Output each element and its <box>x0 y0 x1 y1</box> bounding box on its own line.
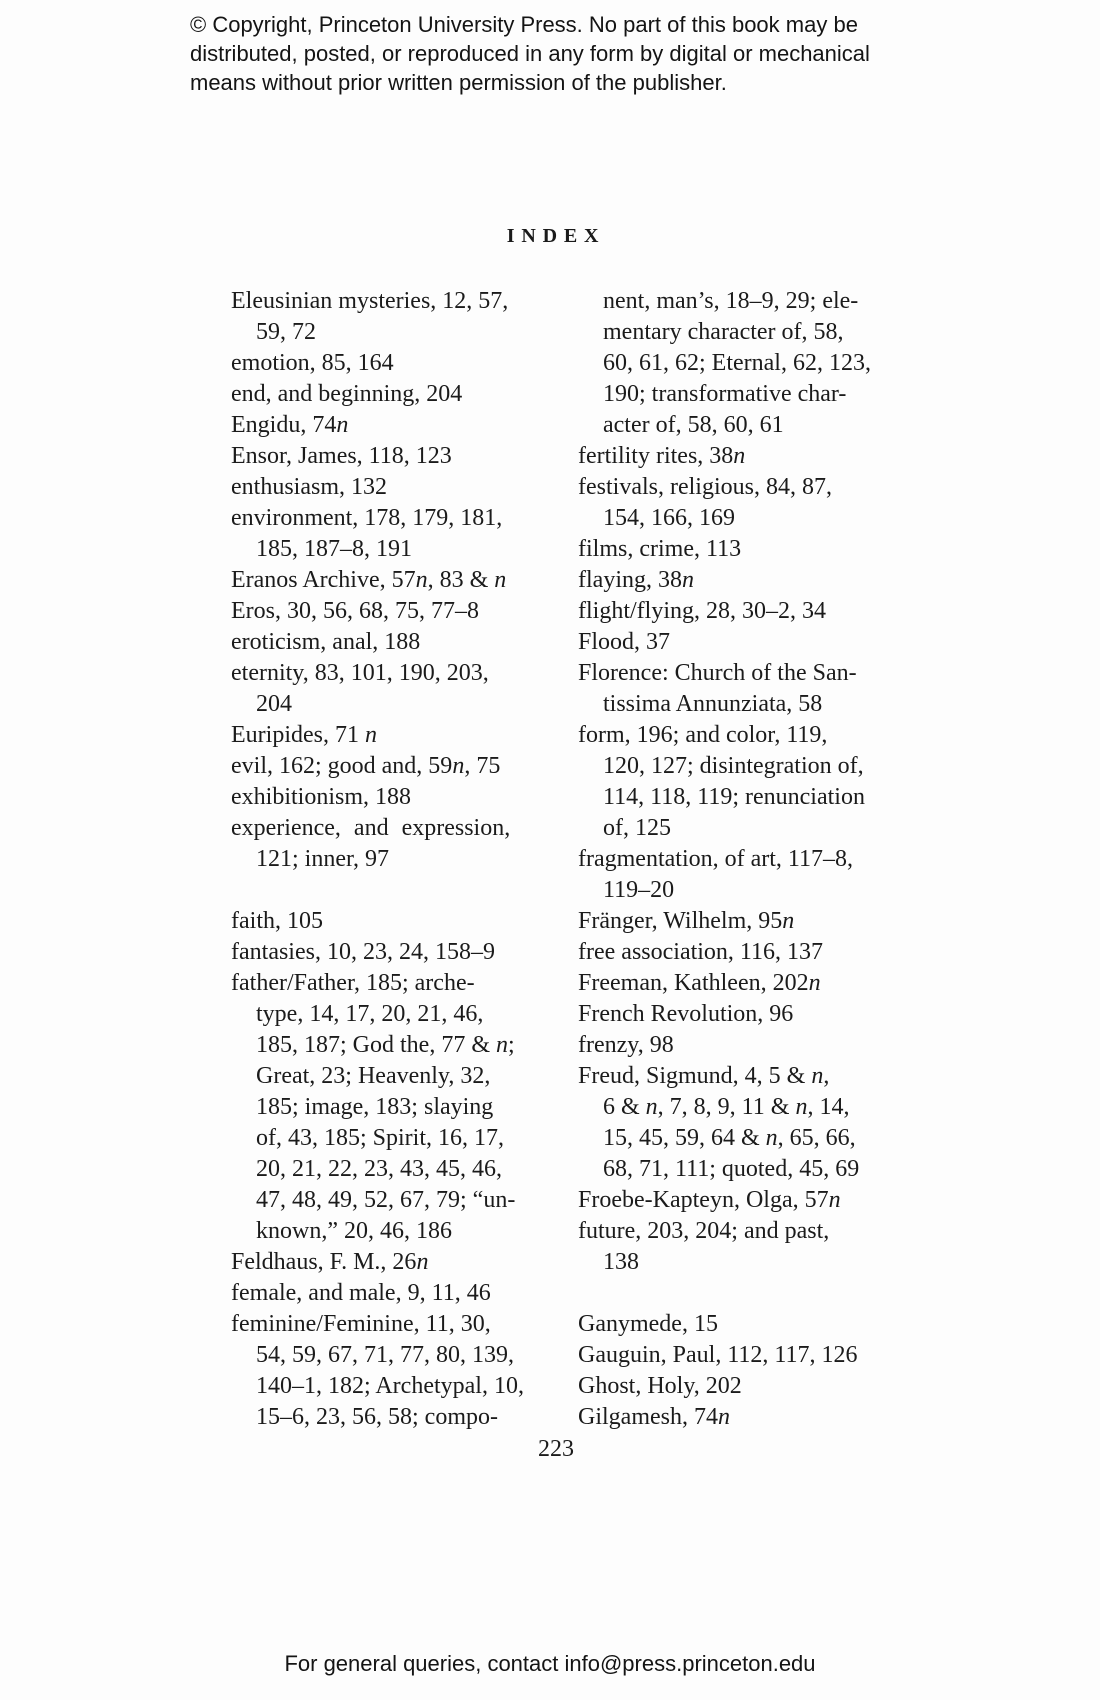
index-line: Fränger, Wilhelm, 95n <box>578 908 795 934</box>
index-line: eternity, 83, 101, 190, 203, <box>231 660 489 686</box>
index-line: Flood, 37 <box>578 629 671 655</box>
copyright-line: distributed, posted, or reproduced in any form by digital or mechanical <box>190 41 870 66</box>
index-line: end, and beginning, 204 <box>231 381 463 407</box>
index-line: Freud, Sigmund, 4, 5 & n, <box>578 1063 830 1089</box>
copyright-notice <box>190 10 870 97</box>
index-line: 204 <box>256 691 292 717</box>
index-line: Ghost, Holy, 202 <box>578 1373 742 1399</box>
index-column-right <box>578 286 880 1433</box>
index-column-left <box>231 286 533 1433</box>
index-line: Ganymede, 15 <box>578 1311 718 1337</box>
index-line: Eranos Archive, 57n, 83 & n <box>231 567 507 593</box>
index-line: Eleusinian mysteries, 12, 57, <box>231 288 509 314</box>
copyright-line: means without prior written permission of the publisher. <box>190 70 727 95</box>
index-line: Freeman, Kathleen, 202n <box>578 970 821 996</box>
index-line: father/Father, 185; arche- <box>231 970 475 996</box>
index-line: feminine/Feminine, 11, 30, <box>231 1311 491 1337</box>
index-line: 185; image, 183; slaying <box>256 1094 494 1120</box>
index-line: 15–6, 23, 56, 58; compo- <box>256 1404 498 1430</box>
index-line: form, 196; and color, 119, <box>578 722 828 748</box>
index-line: emotion, 85, 164 <box>231 350 394 376</box>
index-line: 185, 187–8, 191 <box>256 536 412 562</box>
index-line: future, 203, 204; and past, <box>578 1218 830 1244</box>
index-line: fantasies, 10, 23, 24, 158–9 <box>231 939 495 965</box>
index-line: 20, 21, 22, 23, 43, 45, 46, <box>256 1156 502 1182</box>
index-line: 185, 187; God the, 77 & n; <box>256 1032 515 1058</box>
index-line: 60, 61, 62; Eternal, 62, 123, <box>603 350 871 376</box>
index-line: films, crime, 113 <box>578 536 742 562</box>
index-line: Great, 23; Heavenly, 32, <box>256 1063 491 1089</box>
index-line: experience, and expression, <box>231 815 511 841</box>
index-line: free association, 116, 137 <box>578 939 824 965</box>
index-line: 68, 71, 111; quoted, 45, 69 <box>603 1156 860 1182</box>
index-line: known,” 20, 46, 186 <box>256 1218 452 1244</box>
index-line: nent, man’s, 18–9, 29; ele- <box>603 288 859 314</box>
index-line: 114, 118, 119; renunciation <box>603 784 865 810</box>
page-number: 223 <box>538 1436 574 1462</box>
index-blank-line <box>231 875 533 906</box>
index-line: 120, 127; disintegration of, <box>603 753 864 779</box>
index-line: environment, 178, 179, 181, <box>231 505 503 531</box>
index-line: Gilgamesh, 74n <box>578 1404 730 1430</box>
index-blank-line <box>578 1278 880 1309</box>
index-line: festivals, religious, 84, 87, <box>578 474 832 500</box>
index-line: fragmentation, of art, 117–8, <box>578 846 854 872</box>
index-line: 140–1, 182; Archetypal, 10, <box>256 1373 524 1399</box>
index-line: acter of, 58, 60, 61 <box>603 412 784 438</box>
index-line: Gauguin, Paul, 112, 117, 126 <box>578 1342 858 1368</box>
index-line: exhibitionism, 188 <box>231 784 411 810</box>
index-line: type, 14, 17, 20, 21, 46, <box>256 1001 484 1027</box>
index-line: eroticism, anal, 188 <box>231 629 421 655</box>
index-line: flaying, 38n <box>578 567 694 593</box>
index-line: fertility rites, 38n <box>578 443 746 469</box>
index-line: 15, 45, 59, 64 & n, 65, 66, <box>603 1125 856 1151</box>
index-line: 119–20 <box>603 877 675 903</box>
index-line: enthusiasm, 132 <box>231 474 387 500</box>
index-line: evil, 162; good and, 59n, 75 <box>231 753 501 779</box>
index-line: Engidu, 74n <box>231 412 349 438</box>
index-line: tissima Annunziata, 58 <box>603 691 823 717</box>
index-line: faith, 105 <box>231 908 323 934</box>
index-columns <box>0 286 1100 1446</box>
page-title: INDEX <box>506 225 606 247</box>
index-line: mentary character of, 58, <box>603 319 844 345</box>
index-line: 59, 72 <box>256 319 316 345</box>
index-line: flight/flying, 28, 30–2, 34 <box>578 598 826 624</box>
index-line: of, 125 <box>603 815 671 841</box>
index-line: Florence: Church of the San- <box>578 660 857 686</box>
footer-contact: For general queries, contact info@press.princeton.edu <box>284 1651 816 1676</box>
index-line: 138 <box>603 1249 639 1275</box>
index-line: 54, 59, 67, 71, 77, 80, 139, <box>256 1342 514 1368</box>
index-line: 6 & n, 7, 8, 9, 11 & n, 14, <box>603 1094 850 1120</box>
index-line: Feldhaus, F. M., 26n <box>231 1249 429 1275</box>
index-line: frenzy, 98 <box>578 1032 674 1058</box>
index-line: Eros, 30, 56, 68, 75, 77–8 <box>231 598 479 624</box>
index-line: 121; inner, 97 <box>256 846 390 872</box>
index-line: Ensor, James, 118, 123 <box>231 443 452 469</box>
index-line: female, and male, 9, 11, 46 <box>231 1280 491 1306</box>
index-line: 47, 48, 49, 52, 67, 79; “un- <box>256 1187 516 1213</box>
index-line: of, 43, 185; Spirit, 16, 17, <box>256 1125 505 1151</box>
index-line: 154, 166, 169 <box>603 505 735 531</box>
index-line: 190; transformative char- <box>603 381 847 407</box>
index-line: Euripides, 71 n <box>231 722 377 748</box>
index-line: Froebe-Kapteyn, Olga, 57n <box>578 1187 841 1213</box>
copyright-line: © Copyright, Princeton University Press. No part of this book may be <box>190 12 858 37</box>
index-line: French Revolution, 96 <box>578 1001 794 1027</box>
